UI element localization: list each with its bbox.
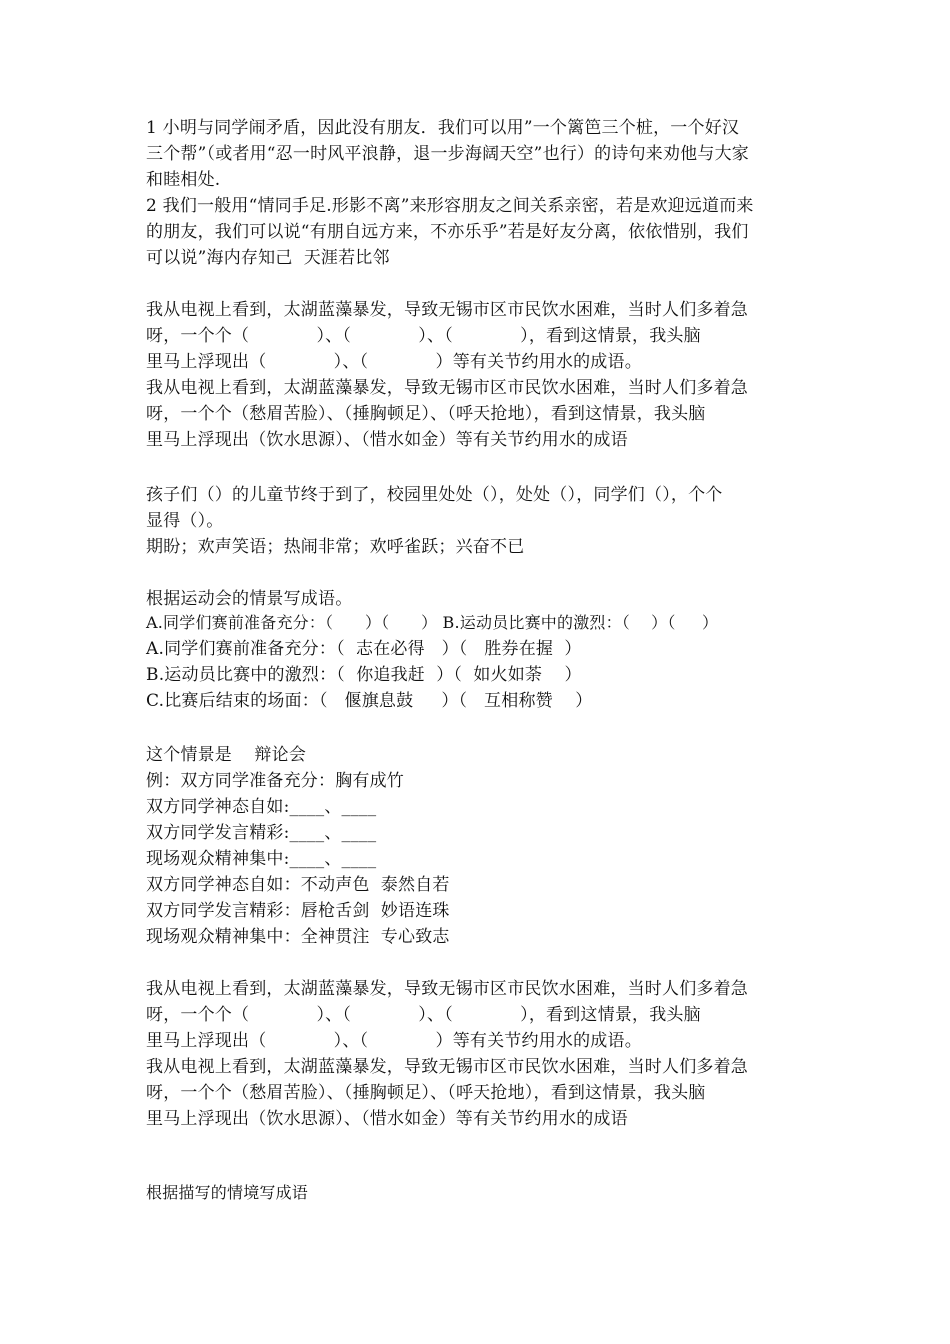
text-line: 现场观众精神集中:____、____ [146,849,377,869]
text-line: 期盼；欢声笑语；热闹非常；欢呼雀跃；兴奋不已 [146,537,525,557]
text-line: 例：双方同学准备充分：胸有成竹 [146,771,404,791]
text-line: 根据运动会的情景写成语。 [146,589,353,609]
text-line: 呀，一个个（愁眉苦脸）、（捶胸顿足）、（呼天抢地），看到这情景，我头脑 [146,404,706,424]
text-line: 现场观众精神集中：全神贯注 专心致志 [146,927,450,947]
section-heading: 根据描写的情境写成语 [146,1183,309,1202]
text-line: 双方同学发言精彩：唇枪舌剑 妙语连珠 [146,901,450,921]
text-line: 2 我们一般用“情同手足.形影不离”来形容朋友之间关系亲密，若是欢迎远道而来 [146,196,754,216]
text-line: 孩子们（）的儿童节终于到了，校园里处处（），处处（），同学们（），个个 [146,485,723,505]
text-line: C.比赛后结束的场面：（ 偃旗息鼓 ）（ 互相称赞 ） [146,691,593,711]
text-line: 1 小明与同学闹矛盾，因此没有朋友．我们可以用”一个篱笆三个桩，一个好汉 [146,118,740,138]
text-line: 可以说”海内存知己 天涯若比邻 [146,248,390,268]
text-line: B.运动员比赛中的激烈：（ 你追我赶 ）（ 如火如荼 ） [146,665,582,685]
text-line: 三个帮”（或者用“忍一时风平浪静，退一步海阔天空”也行）的诗句来劝他与大家 [146,144,749,164]
text-line: 呀，一个个（愁眉苦脸）、（捶胸顿足）、（呼天抢地），看到这情景，我头脑 [146,1083,706,1103]
text-line: 这个情景是 辩论会 [146,745,307,765]
text-line: 呀，一个个（ ）、（ ）、（ ），看到这情景，我头脑 [146,1005,701,1025]
text-line: 我从电视上看到，太湖蓝藻暴发，导致无锡市区市民饮水困难，当时人们多着急 [146,1057,748,1077]
text-line: 里马上浮现出（饮水思源）、（惜水如金）等有关节约用水的成语 [146,430,628,450]
text-line: A.同学们赛前准备充分：（ ）（ ） B.运动员比赛中的激烈：（ ）（ ） [146,613,719,632]
text-line: 双方同学神态自如：不动声色 泰然自若 [146,875,450,895]
text-line: 我从电视上看到，太湖蓝藻暴发，导致无锡市区市民饮水困难，当时人们多着急 [146,300,748,320]
text-line: 里马上浮现出（ ）、（ ）等有关节约用水的成语。 [146,1031,642,1051]
text-line: 和睦相处. [146,170,221,190]
text-line: 的朋友，我们可以说“有朋自远方来，不亦乐乎”若是好友分离，依依惜别，我们 [146,222,749,242]
text-line: 我从电视上看到，太湖蓝藻暴发，导致无锡市区市民饮水困难，当时人们多着急 [146,378,748,398]
text-line: 里马上浮现出（ ）、（ ）等有关节约用水的成语。 [146,352,642,372]
text-line: 双方同学神态自如:____、____ [146,797,377,817]
text-line: 显得（）。 [146,511,224,531]
text-line: A.同学们赛前准备充分：（ 志在必得 ）（ 胜券在握 ） [146,639,582,659]
text-line: 呀，一个个（ ）、（ ）、（ ），看到这情景，我头脑 [146,326,701,346]
text-line: 我从电视上看到，太湖蓝藻暴发，导致无锡市区市民饮水困难，当时人们多着急 [146,979,748,999]
text-line: 双方同学发言精彩:____、____ [146,823,377,843]
text-line: 里马上浮现出（饮水思源）、（惜水如金）等有关节约用水的成语 [146,1109,628,1129]
